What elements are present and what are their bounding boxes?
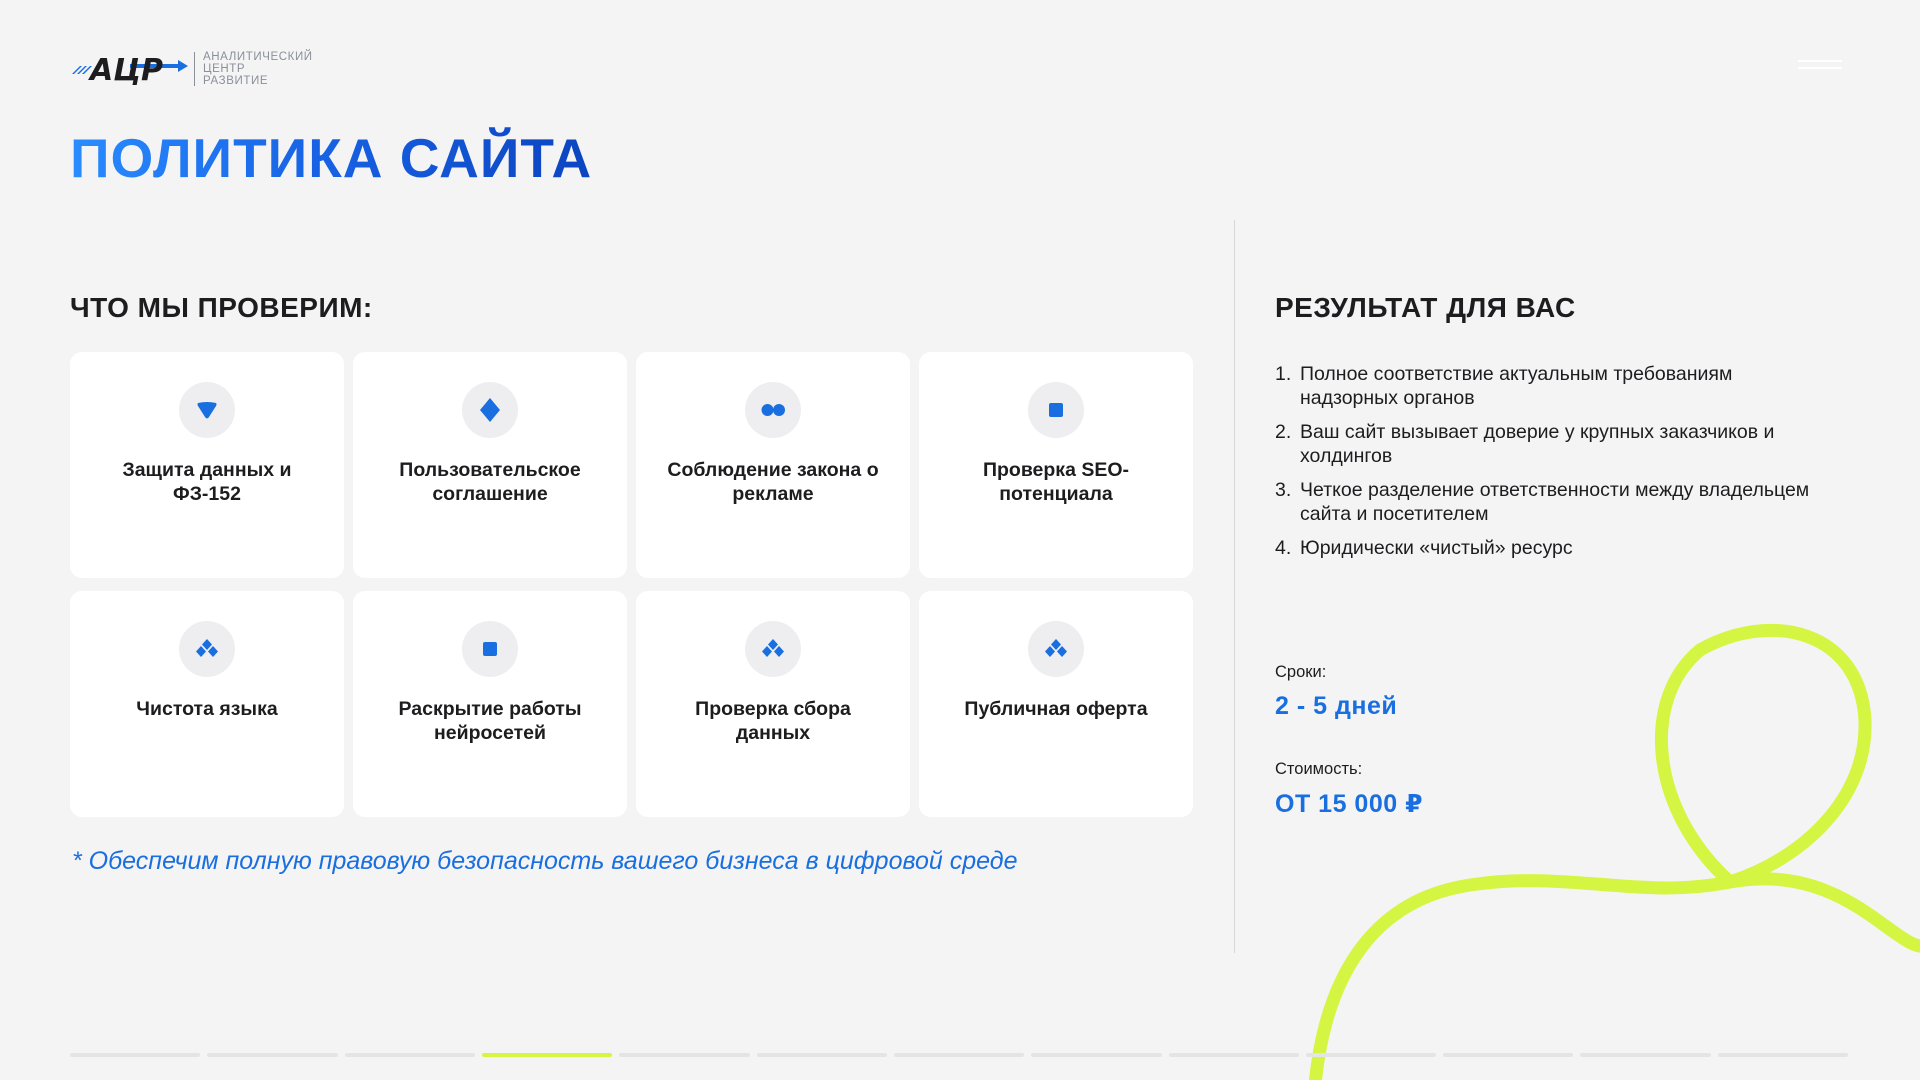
square-icon bbox=[477, 636, 503, 662]
diamonds-cluster-icon bbox=[194, 636, 220, 662]
progress-segment[interactable] bbox=[1443, 1053, 1573, 1057]
result-list bbox=[1275, 362, 1835, 570]
logo-text-line: РАЗВИТИЕ bbox=[203, 75, 269, 87]
menu-line bbox=[1798, 60, 1842, 62]
checks-grid bbox=[70, 352, 1193, 817]
diamond-icon bbox=[477, 397, 503, 423]
progress-segment[interactable] bbox=[757, 1053, 887, 1057]
progress-segment[interactable] bbox=[1031, 1053, 1161, 1057]
logo-mark-icon bbox=[70, 48, 188, 90]
check-card-advertising-law[interactable] bbox=[636, 352, 910, 578]
card-icon-wrap bbox=[179, 621, 235, 677]
progress-segment[interactable] bbox=[1306, 1053, 1436, 1057]
progress-segment[interactable] bbox=[1169, 1053, 1299, 1057]
price-value: ОТ 15 000 ₽ bbox=[1275, 790, 1423, 818]
square-icon bbox=[1043, 397, 1069, 423]
diamonds-cluster-icon bbox=[760, 636, 786, 662]
check-card-ai-disclosure[interactable] bbox=[353, 591, 627, 817]
logo-divider bbox=[194, 52, 195, 86]
check-card-public-offer[interactable] bbox=[919, 591, 1193, 817]
card-label: Пользовательское соглашение bbox=[399, 459, 581, 505]
logo-letters: АЦР bbox=[90, 53, 164, 88]
list-item bbox=[1275, 536, 1835, 560]
check-card-seo[interactable] bbox=[919, 352, 1193, 578]
check-card-language[interactable] bbox=[70, 591, 344, 817]
check-card-user-agreement[interactable] bbox=[353, 352, 627, 578]
list-item-text: Ваш сайт вызывает доверие у крупных заказчиков и холдингов bbox=[1300, 421, 1775, 467]
card-label: Чистота языка bbox=[136, 698, 278, 720]
card-label: Проверка SEO-потенциала bbox=[982, 459, 1130, 505]
checks-title: ЧТО МЫ ПРОВЕРИМ: bbox=[70, 292, 373, 323]
column-divider bbox=[1234, 220, 1235, 953]
check-card-data-collection[interactable] bbox=[636, 591, 910, 817]
card-icon-wrap bbox=[745, 621, 801, 677]
progress-segment[interactable] bbox=[1580, 1053, 1710, 1057]
progress-segment[interactable] bbox=[1718, 1053, 1848, 1057]
progress-segment[interactable] bbox=[207, 1053, 337, 1057]
card-icon-wrap bbox=[462, 382, 518, 438]
term-label: Сроки: bbox=[1275, 663, 1327, 681]
card-label: Защита данных и ФЗ-152 bbox=[122, 459, 292, 505]
progress-segment[interactable] bbox=[894, 1053, 1024, 1057]
card-icon-wrap bbox=[745, 382, 801, 438]
triangle-down-icon bbox=[194, 397, 220, 423]
progress-segment[interactable] bbox=[345, 1053, 475, 1057]
footnote: * Обеспечим полную правовую безопасность вашего бизнеса в цифровой среде bbox=[72, 847, 1018, 875]
logo[interactable] bbox=[70, 48, 313, 90]
term-value: 2 - 5 дней bbox=[1275, 692, 1398, 720]
list-item bbox=[1275, 420, 1835, 468]
card-label: Публичная оферта bbox=[964, 698, 1148, 720]
card-label: Проверка сбора данных bbox=[695, 698, 851, 744]
menu-button[interactable] bbox=[1798, 60, 1842, 78]
card-label: Соблюдение закона о рекламе bbox=[667, 459, 879, 505]
list-item-number: 1. bbox=[1275, 363, 1292, 385]
progress-segment[interactable] bbox=[619, 1053, 749, 1057]
list-item-text: Полное соответствие актуальным требованиям надзорных органов bbox=[1300, 363, 1733, 409]
card-icon-wrap bbox=[1028, 382, 1084, 438]
price-label: Стоимость: bbox=[1275, 760, 1363, 778]
card-icon-wrap bbox=[1028, 621, 1084, 677]
list-item bbox=[1275, 362, 1835, 410]
list-item-text: Четкое разделение ответственности между владельцем сайта и посетителем bbox=[1300, 479, 1810, 525]
logo-text-line: АНАЛИТИЧЕСКИЙ bbox=[203, 51, 313, 63]
progress-segment[interactable] bbox=[482, 1053, 612, 1057]
list-item bbox=[1275, 478, 1835, 526]
result-title: РЕЗУЛЬТАТ ДЛЯ ВАС bbox=[1275, 292, 1576, 323]
list-item-number: 4. bbox=[1275, 537, 1292, 559]
check-card-data-protection[interactable] bbox=[70, 352, 344, 578]
diamonds-cluster-icon bbox=[1043, 636, 1069, 662]
logo-text bbox=[203, 51, 313, 87]
card-label: Раскрытие работы нейросетей bbox=[398, 698, 582, 744]
menu-line bbox=[1798, 67, 1842, 69]
page-title: ПОЛИТИКА САЙТА bbox=[70, 122, 592, 194]
card-icon-wrap bbox=[462, 621, 518, 677]
list-item-number: 2. bbox=[1275, 421, 1292, 443]
two-dots-icon bbox=[760, 397, 786, 423]
logo-text-line: ЦЕНТР bbox=[203, 63, 246, 75]
slide-progress bbox=[70, 1053, 1848, 1058]
list-item-text: Юридически «чистый» ресурс bbox=[1300, 537, 1573, 559]
list-item-number: 3. bbox=[1275, 479, 1292, 501]
progress-segment[interactable] bbox=[70, 1053, 200, 1057]
card-icon-wrap bbox=[179, 382, 235, 438]
